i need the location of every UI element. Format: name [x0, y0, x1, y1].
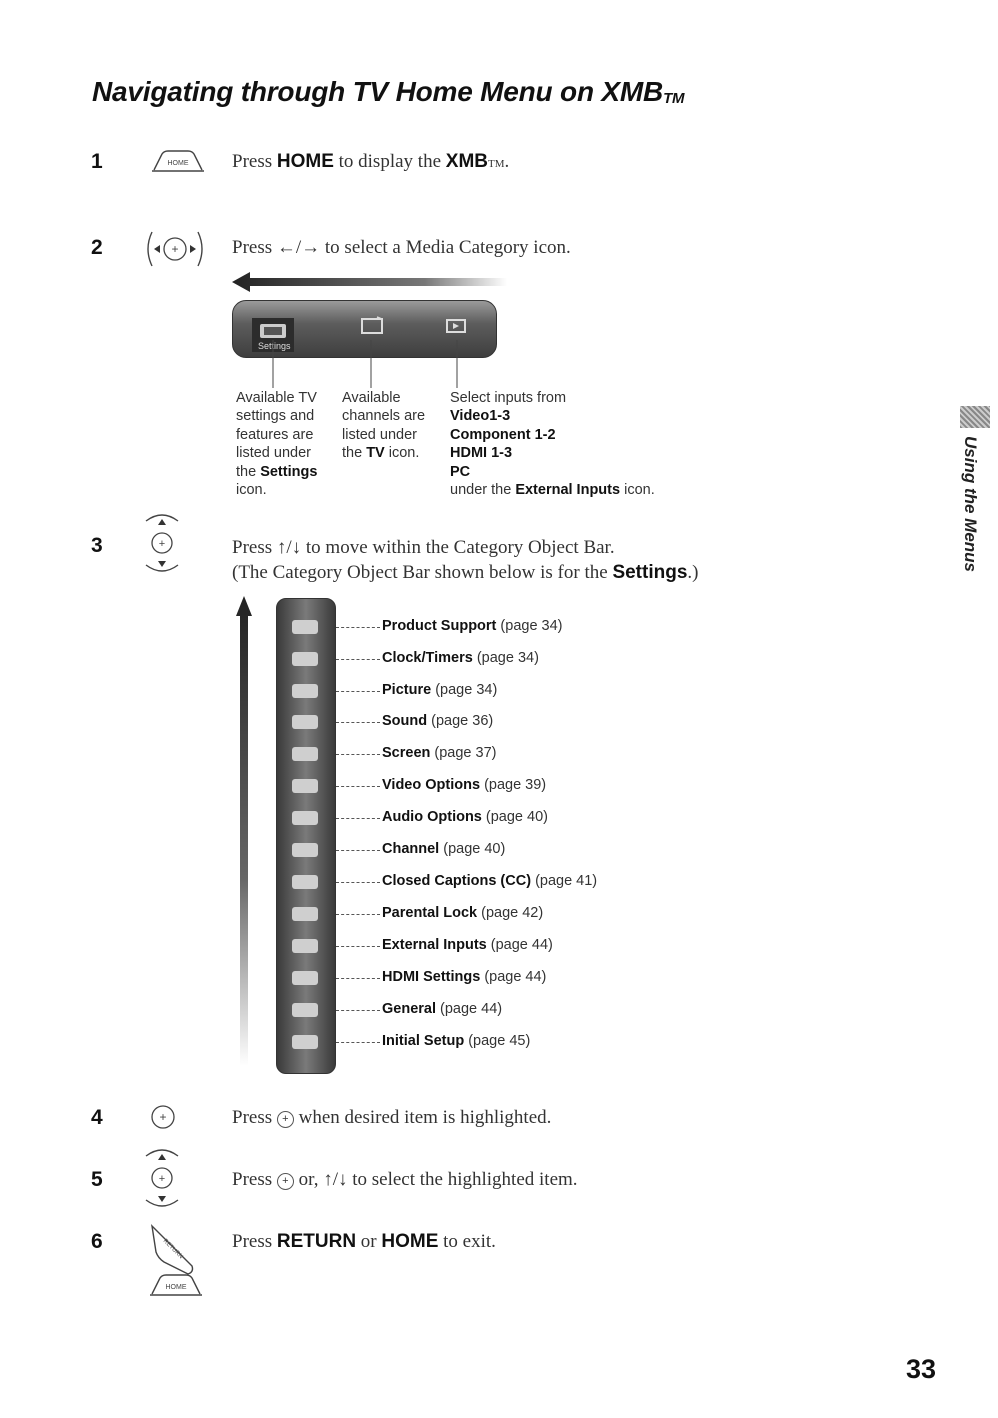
menu-item-hdmi-settings[interactable]: HDMI Settings (page 44) [382, 969, 547, 985]
settings-category-label: Settings [258, 341, 291, 351]
menu-item-clock-timers[interactable]: Clock/Timers (page 34) [382, 650, 539, 666]
leader-lines [260, 340, 480, 390]
external-inputs-category-icon[interactable] [444, 316, 470, 338]
menu-item-initial-setup[interactable]: Initial Setup (page 45) [382, 1033, 531, 1049]
external-inputs-icon[interactable] [292, 939, 318, 953]
menu-item-product-support[interactable]: Product Support (page 34) [382, 618, 563, 634]
step-number: 2 [91, 236, 103, 259]
step-number: 4 [91, 1106, 103, 1129]
leader-line [336, 978, 380, 979]
enter-inline-icon: + [277, 1111, 294, 1128]
scroll-left-arrow [232, 268, 512, 296]
up-down-pad-icon [140, 505, 184, 581]
menu-item-picture[interactable]: Picture (page 34) [382, 682, 498, 698]
step-1-text: Press HOME to display the XMBTM. [232, 151, 510, 172]
step-number: 5 [91, 1168, 103, 1191]
channel-icon[interactable] [292, 843, 318, 857]
menu-item-sound[interactable]: Sound (page 36) [382, 713, 494, 729]
clock-timers-icon[interactable] [292, 652, 318, 666]
side-tab-marker [960, 406, 990, 428]
audio-options-icon[interactable] [292, 811, 318, 825]
leader-line [336, 691, 380, 692]
home-button-icon [148, 148, 208, 176]
step-5-text: Press + or, ↑/↓ to select the highlighted item. [232, 1169, 578, 1190]
step-2-text: Press ←/→ to select a Media Category icon. [232, 237, 571, 258]
step-6-text: Press RETURN or HOME to exit. [232, 1231, 496, 1252]
leader-line [336, 946, 380, 947]
home-button-icon [146, 1272, 206, 1302]
return-icon-label: RETURN [161, 1238, 184, 1261]
enter-inline-icon: + [277, 1173, 294, 1190]
svg-text:+: + [158, 538, 166, 550]
svg-text:+: + [158, 1173, 166, 1185]
video-options-icon[interactable] [292, 779, 318, 793]
vertical-scroll-arrow [234, 596, 258, 1076]
menu-item-external-inputs[interactable]: External Inputs (page 44) [382, 937, 553, 953]
step-number: 3 [91, 534, 103, 557]
leader-line [336, 722, 380, 723]
page-title: Navigating through TV Home Menu on $XMB_{TM}$ [92, 76, 685, 107]
settings-annotation: Available TV settings and features are listed under the Settings icon. [236, 390, 318, 499]
hdmi-settings-icon[interactable] [292, 971, 318, 985]
initial-setup-icon[interactable] [292, 1035, 318, 1049]
page-number: 33 [906, 1354, 937, 1384]
sound-icon[interactable] [292, 715, 318, 729]
leader-line [336, 627, 380, 628]
leader-line [336, 1010, 380, 1011]
leader-line [336, 659, 380, 660]
menu-item-general[interactable]: General (page 44) [382, 1001, 503, 1017]
return-button-icon [144, 1222, 200, 1278]
svg-text:+: + [171, 242, 179, 256]
home-icon-label: HOME [165, 1284, 187, 1291]
menu-item-channel[interactable]: Channel (page 40) [382, 841, 506, 857]
trademark-mark: TM [663, 90, 685, 107]
general-icon[interactable] [292, 1003, 318, 1017]
menu-item-screen[interactable]: Screen (page 37) [382, 745, 497, 761]
home-icon-label: HOME [167, 160, 189, 167]
leader-line [336, 818, 380, 819]
left-right-pad-icon [140, 226, 210, 272]
leader-line [336, 882, 380, 883]
tv-annotation: Available channels are listed under the TV icon. [342, 390, 426, 462]
step-number: 6 [91, 1230, 103, 1253]
leader-line [336, 754, 380, 755]
enter-button-icon [148, 1102, 178, 1132]
parental-lock-icon[interactable] [292, 907, 318, 921]
closed-captions-icon[interactable] [292, 875, 318, 889]
leader-line [336, 850, 380, 851]
menu-item-audio-options[interactable]: Audio Options (page 40) [382, 809, 548, 825]
leader-line [336, 786, 380, 787]
up-down-pad-icon [140, 1140, 184, 1216]
picture-icon[interactable] [292, 684, 318, 698]
step-4-text: Press + when desired item is highlighted. [232, 1107, 552, 1128]
step-number: 1 [91, 150, 103, 173]
step-3-text: Press ↑/↓ to move within the Category Object Bar. (The Category Object Bar shown below is for the Settings.) [232, 537, 699, 583]
leader-line [336, 914, 380, 915]
external-inputs-annotation: Select inputs from Video1-3 Component 1-2 HDMI 1-3 PC under the External Inputs icon. [450, 390, 655, 499]
menu-item-parental-lock[interactable]: Parental Lock (page 42) [382, 905, 544, 921]
menu-item-closed-captions[interactable]: Closed Captions (CC) (page 41) [382, 873, 598, 889]
screen-icon[interactable] [292, 747, 318, 761]
menu-item-video-options[interactable]: Video Options (page 39) [382, 777, 547, 793]
side-tab-label: Using the Menus [961, 436, 980, 573]
product-support-icon[interactable] [292, 620, 318, 634]
leader-line [336, 1042, 380, 1043]
svg-text:+: + [159, 1110, 167, 1124]
tv-category-icon[interactable] [360, 316, 386, 338]
